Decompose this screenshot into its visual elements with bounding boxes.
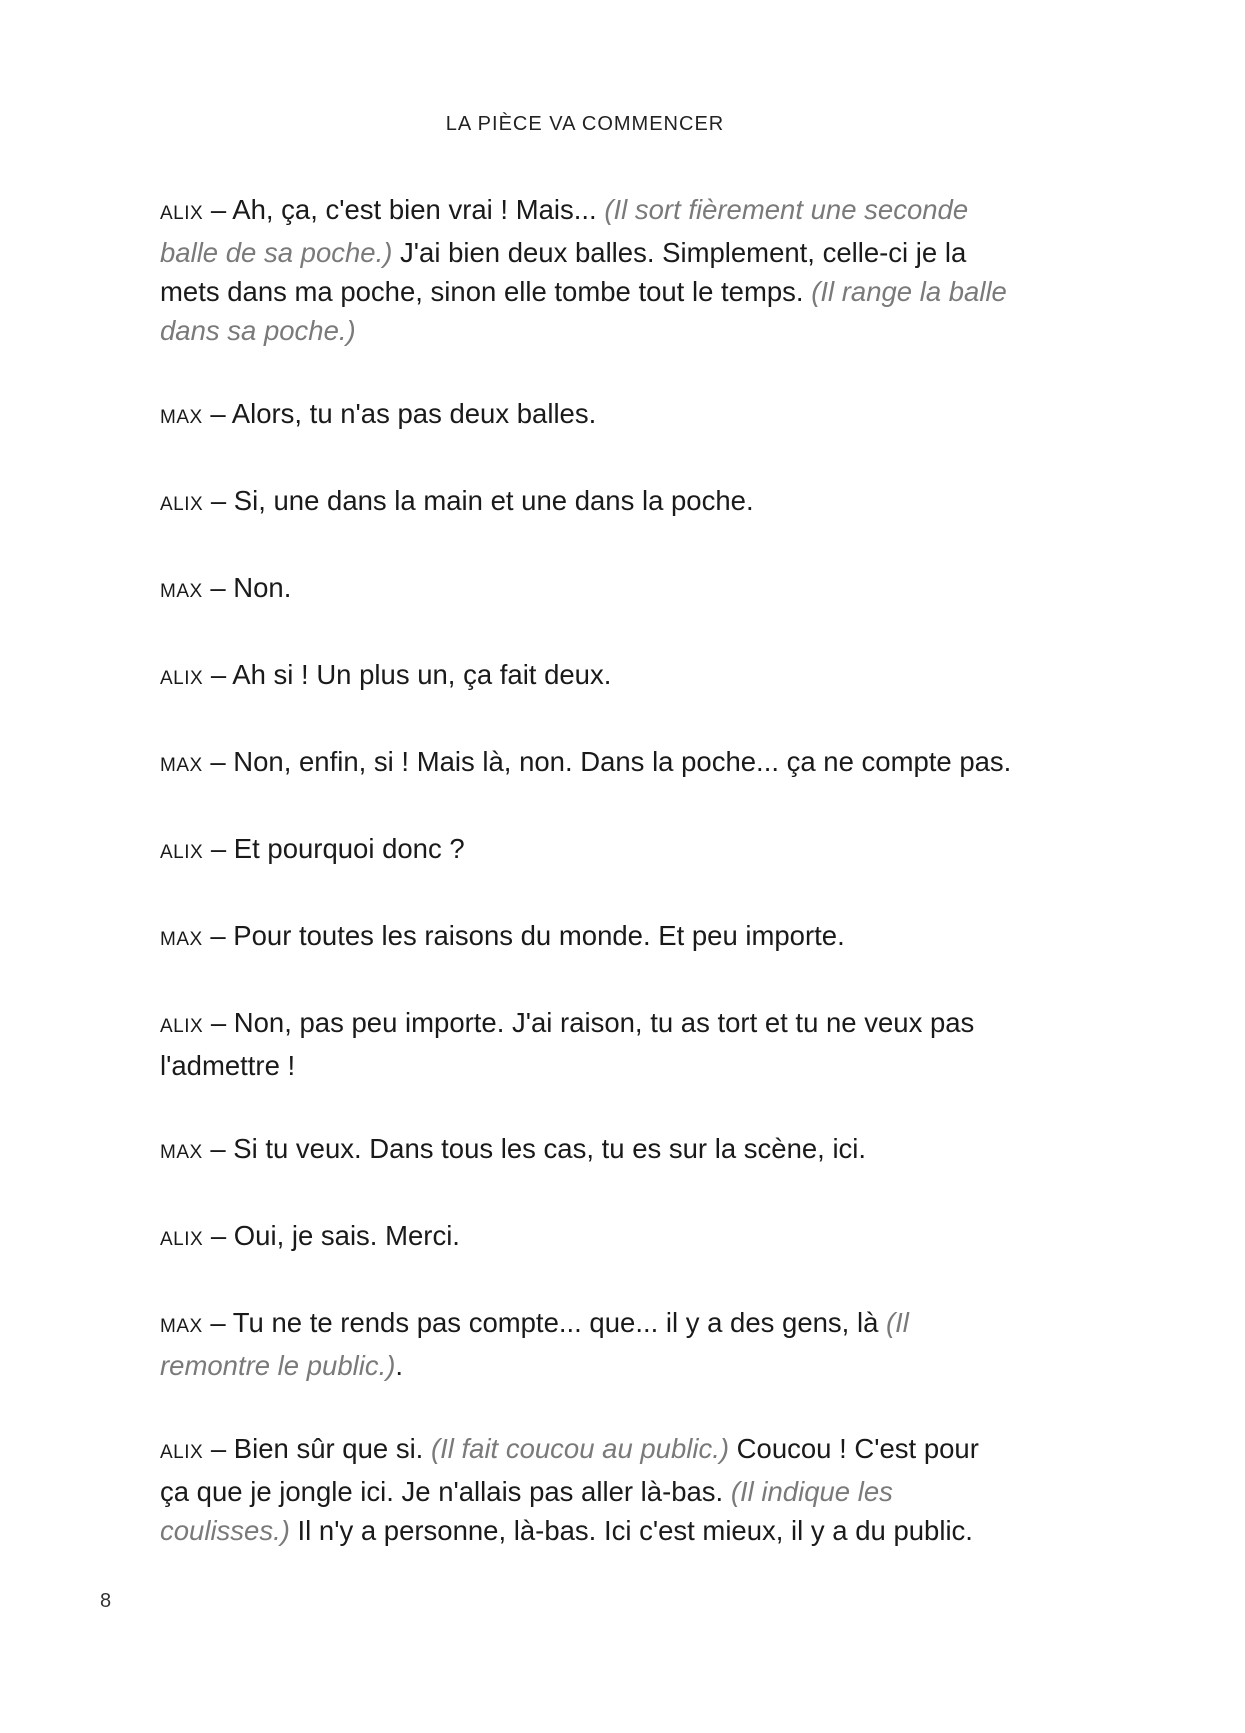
speaker-name: MAX	[160, 581, 203, 602]
speaker-dash: –	[202, 572, 234, 603]
speaker-name: MAX	[160, 1142, 203, 1163]
speaker-name: MAX	[160, 1316, 203, 1337]
replica	[160, 655, 1015, 698]
line-text: Non, pas peu importe. J'ai raison, tu as tort et tu ne veux pas l'admettre !	[160, 1007, 975, 1081]
running-head: LA PIÈCE VA COMMENCER	[445, 113, 725, 135]
speaker-name: ALIX	[160, 1229, 204, 1250]
speaker-dash: –	[203, 659, 233, 690]
line-text: Et pourquoi donc ?	[233, 833, 465, 864]
speaker-name: ALIX	[160, 203, 204, 224]
replica	[160, 481, 1015, 524]
stage-direction: (Il indique les coulisses.)	[160, 1476, 893, 1546]
stage-direction: (Il range la balle dans sa poche.)	[160, 276, 1007, 346]
line-text: Bien sûr que si.	[233, 1433, 431, 1464]
line-text: J'ai bien deux balles. Simplement, celle-ci je la mets dans ma poche, sinon elle tombe tout le temps.	[160, 237, 967, 307]
line-text: Ah, ça, c'est bien vrai ! Mais...	[232, 194, 605, 225]
speaker-name: ALIX	[160, 1016, 204, 1037]
replica	[160, 829, 1015, 872]
speaker-name: ALIX	[160, 1442, 204, 1463]
speaker-dash: –	[202, 746, 234, 777]
replica	[160, 742, 1015, 785]
replica	[160, 1216, 1015, 1259]
speaker-dash: –	[203, 1007, 234, 1038]
line-text: Il n'y a personne, là-bas. Ici c'est mieux, il y a du public.	[289, 1515, 973, 1546]
replica	[160, 568, 1015, 611]
line-text: Alors, tu n'as pas deux balles.	[231, 398, 597, 429]
replica	[160, 1429, 1015, 1550]
speaker-name: ALIX	[160, 494, 204, 515]
page-number: 8	[100, 1590, 112, 1612]
replica	[160, 394, 1015, 437]
replica	[160, 1003, 1015, 1085]
speaker-dash: –	[202, 1133, 234, 1164]
speaker-dash: –	[203, 1433, 234, 1464]
speaker-dash: –	[203, 833, 234, 864]
line-text: Non.	[233, 572, 292, 603]
speaker-dash: –	[203, 194, 233, 225]
line-text: Tu ne te rends pas compte... que... il y a des gens, là	[232, 1307, 886, 1338]
line-text: Si tu veux. Dans tous les cas, tu es sur la scène, ici.	[233, 1133, 867, 1164]
replica	[160, 916, 1015, 959]
speaker-dash: –	[202, 920, 234, 951]
stage-direction: (Il remontre le public.)	[160, 1307, 909, 1381]
line-text: Coucou ! C'est pour ça que je jongle ici. Je n'allais pas aller là-bas.	[160, 1433, 979, 1507]
line-text: Pour toutes les raisons du monde. Et peu importe.	[233, 920, 845, 951]
replica	[160, 1129, 1015, 1172]
dialogue-body	[160, 190, 1015, 1594]
line-text: .	[395, 1350, 404, 1381]
speaker-dash: –	[202, 1307, 233, 1338]
speaker-name: ALIX	[160, 668, 204, 689]
speaker-name: MAX	[160, 407, 203, 428]
line-text: Non, enfin, si ! Mais là, non. Dans la poche... ça ne compte pas.	[233, 746, 1012, 777]
speaker-dash: –	[203, 485, 234, 516]
stage-direction: (Il sort fièrement une seconde balle de sa poche.)	[160, 194, 969, 268]
speaker-name: ALIX	[160, 842, 204, 863]
speaker-name: MAX	[160, 755, 203, 776]
replica	[160, 1303, 1015, 1385]
speaker-name: MAX	[160, 929, 203, 950]
line-text: Oui, je sais. Merci.	[233, 1220, 460, 1251]
replica	[160, 190, 1015, 350]
stage-direction: (Il fait coucou au public.)	[430, 1433, 730, 1464]
line-text: Ah si ! Un plus un, ça fait deux.	[232, 659, 612, 690]
speaker-dash: –	[202, 398, 232, 429]
speaker-dash: –	[203, 1220, 234, 1251]
line-text: Si, une dans la main et une dans la poche.	[233, 485, 754, 516]
